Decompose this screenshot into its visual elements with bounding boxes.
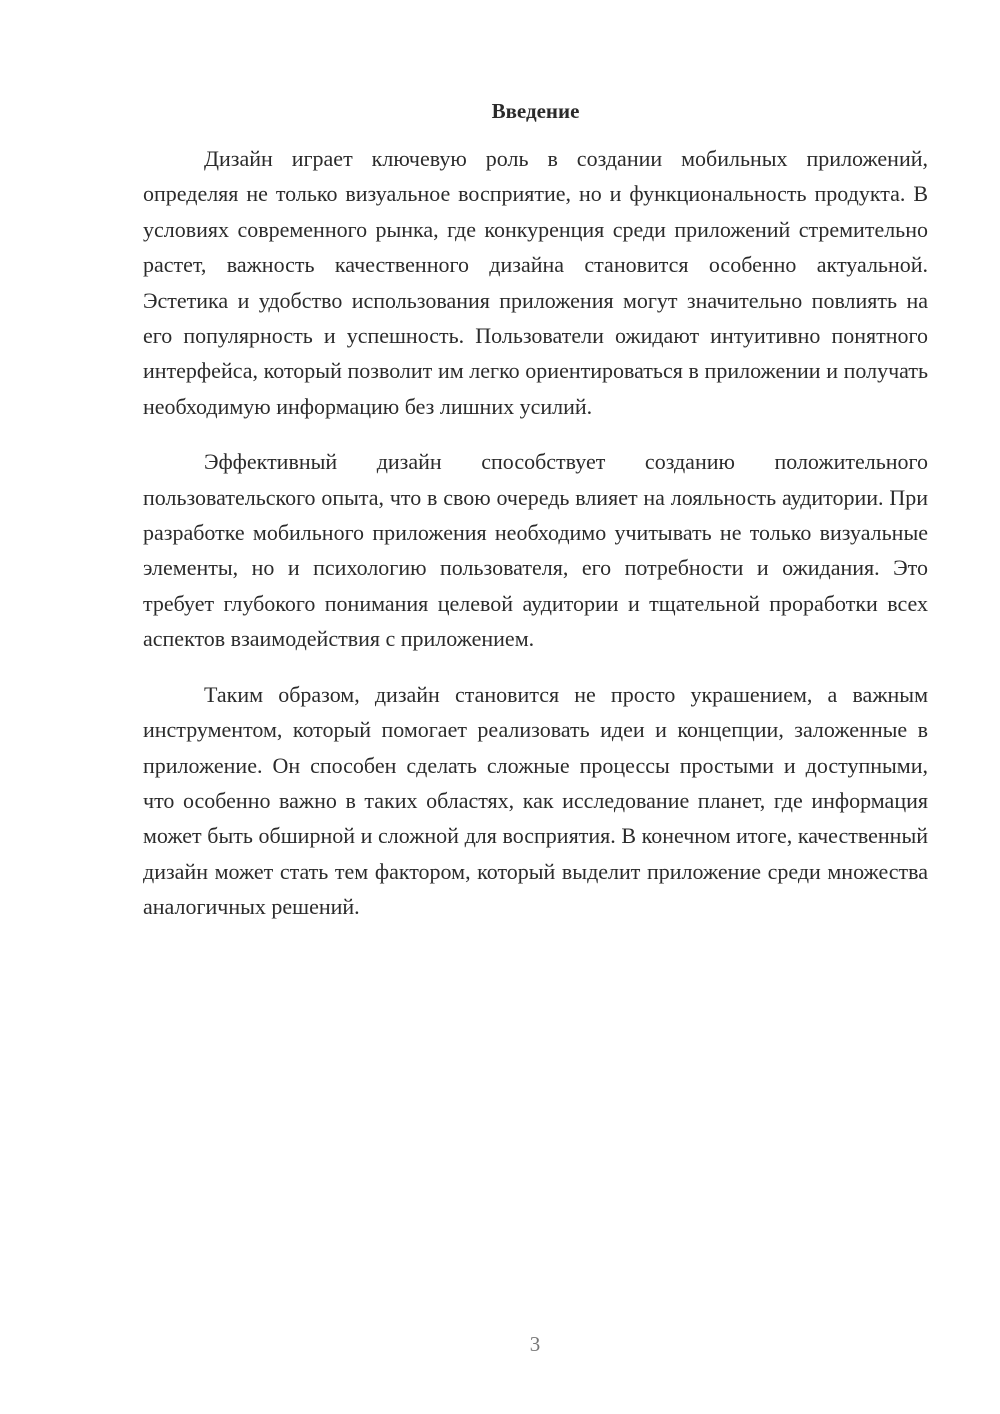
document-body <box>143 141 928 945</box>
paragraph-3: Таким образом, дизайн становится не просто украшением, а важным инструментом, который помогает реализовать идеи и концепции, заложенные в приложение. Он способен сделать сложные процессы простыми и доступными, что особенно важно в таких областях, как исследование планет, где информация может быть обширной и сложной для восприятия. В конечном итоге, качественный дизайн может стать тем фактором, который выделит приложение среди множества аналогичных решений. <box>143 681 928 920</box>
paragraph-2: Эффективный дизайн способствует созданию положительного пользовательского опыта, что в свою очередь влияет на лояльность аудитории. При разработке мобильного приложения необходимо учитывать не только визуальные элементы, но и психологию пользователя, его потребности и ожидания. Это требует глубокого понимания целевой аудитории и тщательной проработки всех аспектов взаимодействия с приложением. <box>143 449 928 652</box>
page-number: 3 <box>529 1332 541 1356</box>
page-title: Введение <box>491 99 580 123</box>
paragraph-1: Дизайн играет ключевую роль в создании мобильных приложений, определяя не только визуальное восприятие, но и функциональность продукта. В условиях современного рынка, где конкуренция среди приложений стремительно растет, важность качественного дизайна становится особенно актуальной. Эстетика и удобство использования приложения могут значительно повлиять на его популярность и успешность. Пользователи ожидают интуитивно понятного интерфейса, который позволит им легко ориентироваться в приложении и получать необходимую информацию без лишних усилий. <box>143 146 928 419</box>
